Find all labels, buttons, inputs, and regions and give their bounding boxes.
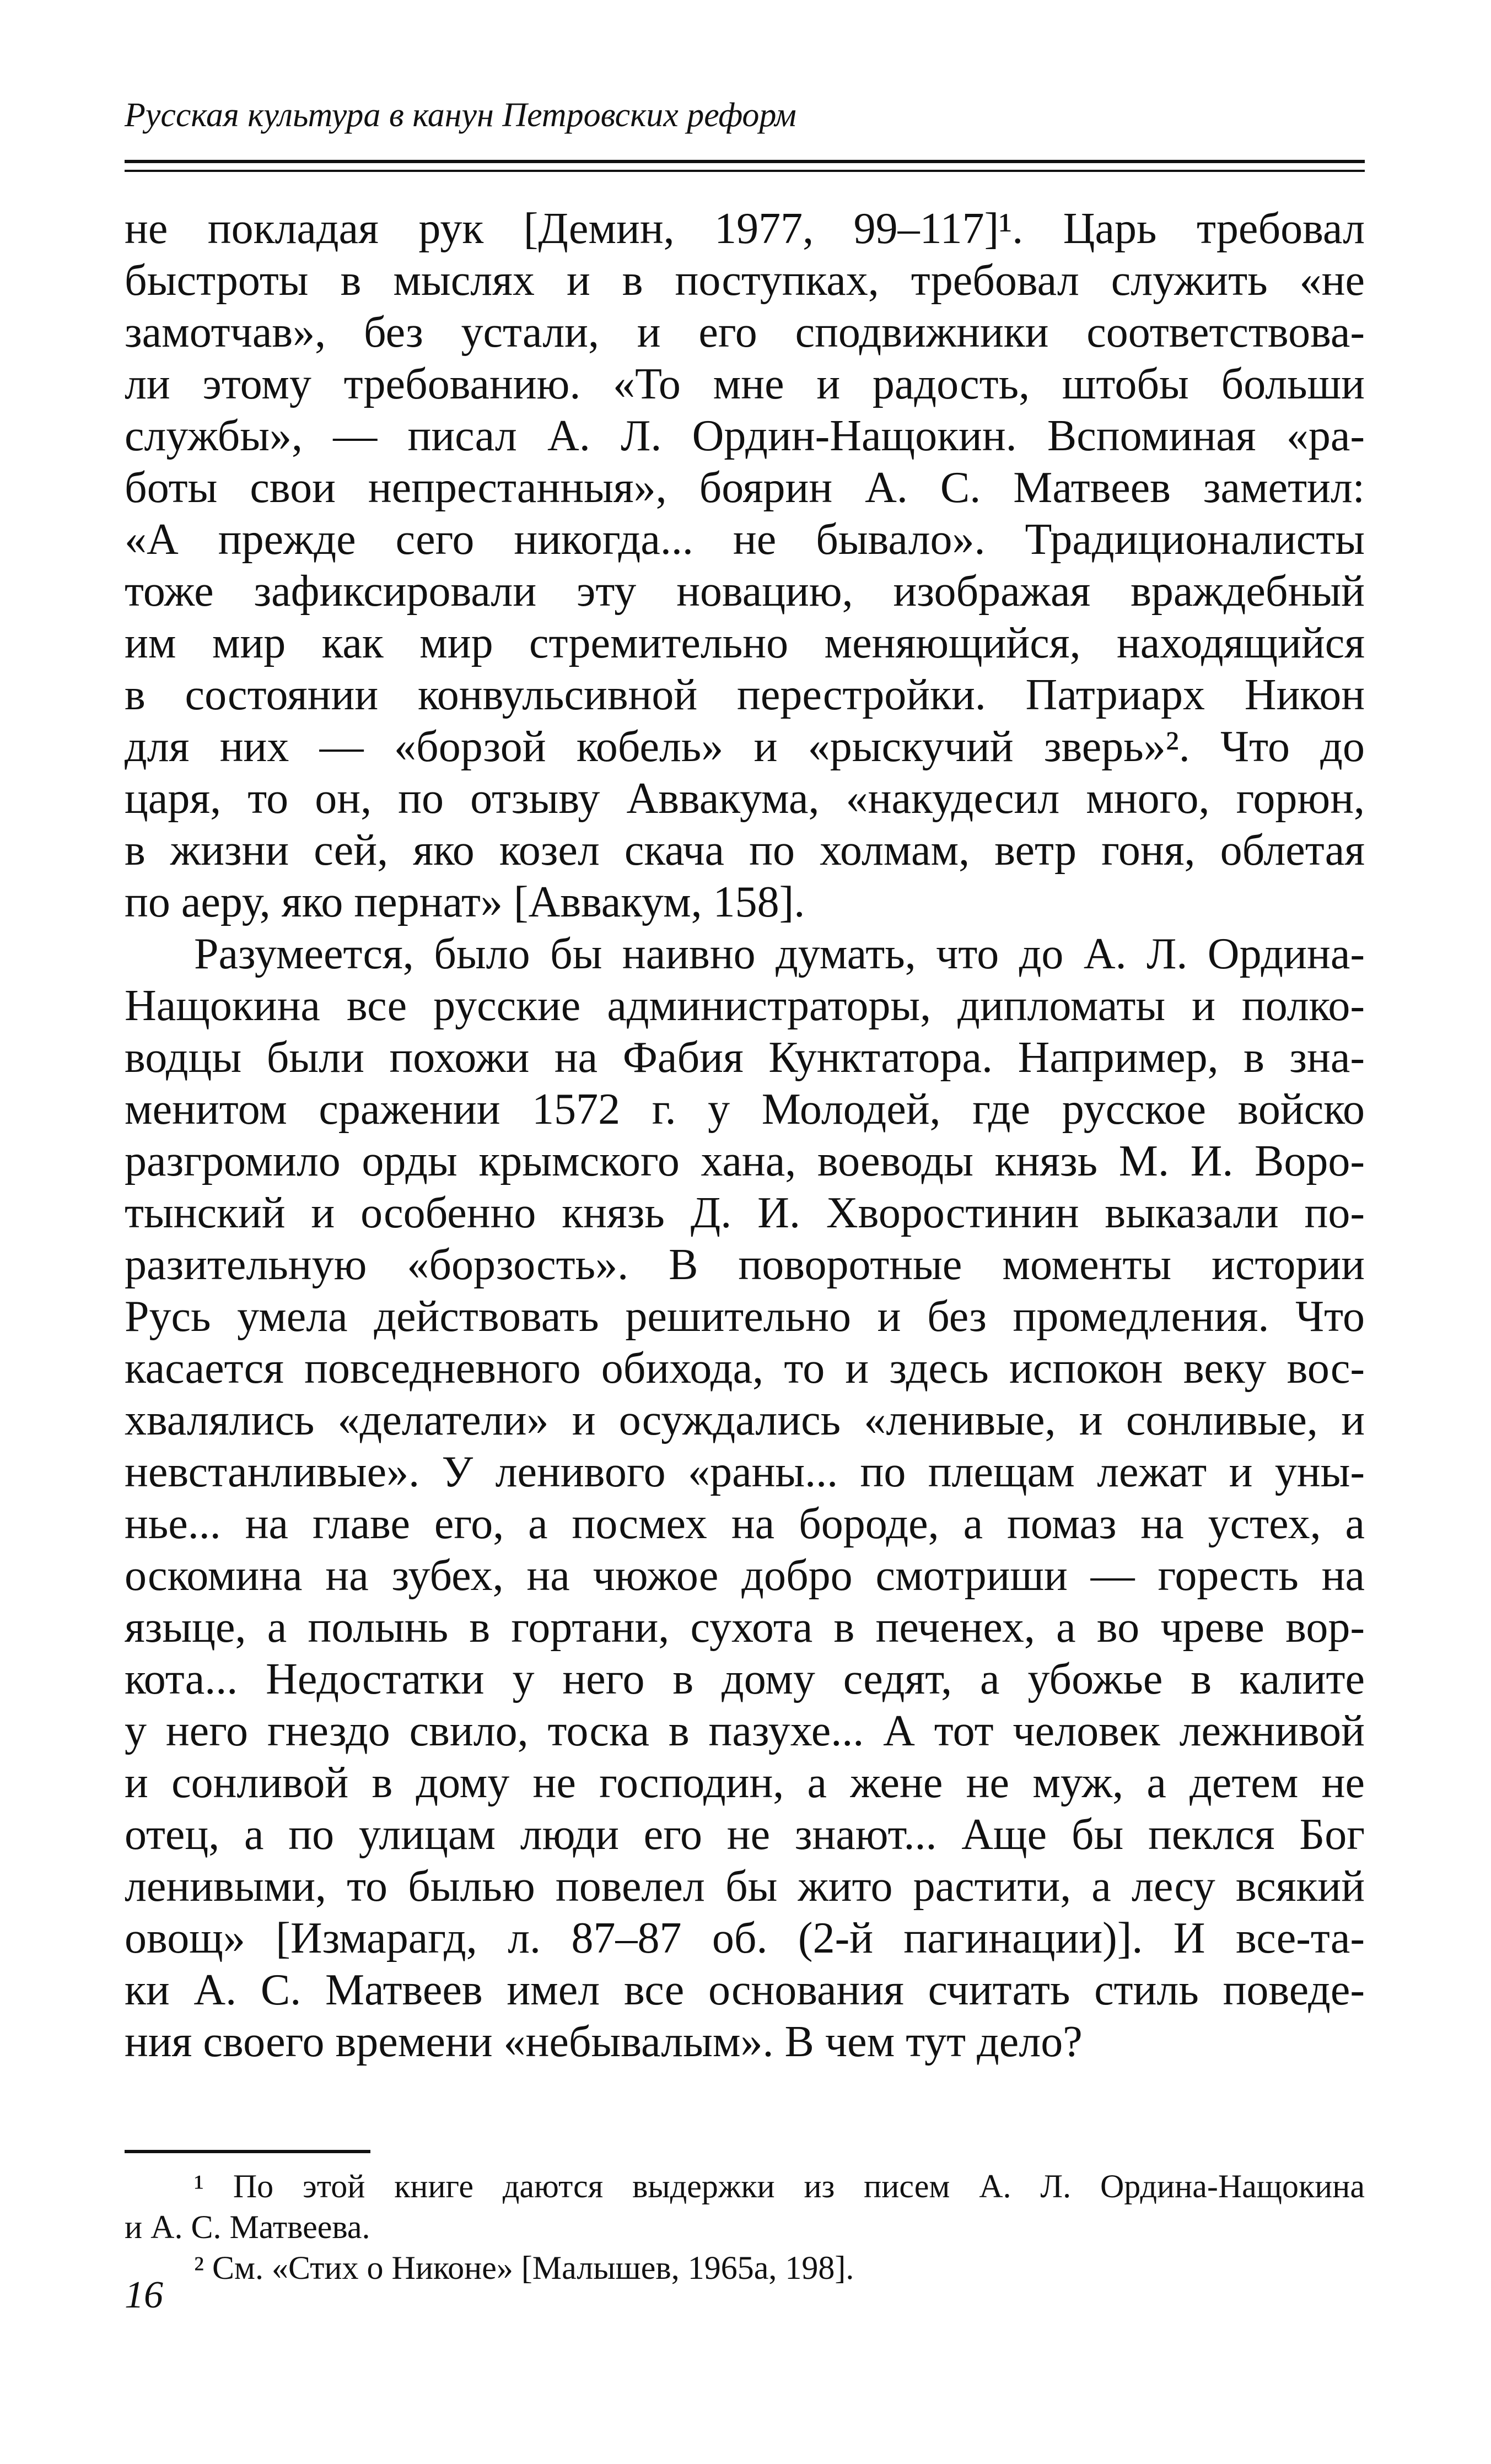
text-line: отец, а по улицам люди его не знают... Аще бы пеклся Бог xyxy=(125,1810,1365,1859)
text-line: ли этому требованию. «То мне и радость, штобы больши xyxy=(125,360,1365,408)
running-head: Русская культура в канун Петровских реформ xyxy=(125,96,796,134)
text-line: овощ» [Измарагд, л. 87–87 об. (2-й пагинации)]. И все-та- xyxy=(125,1914,1365,1962)
text-line: по аеру, яко пернат» [Аввакум, 158]. xyxy=(125,878,805,926)
text-line: «А прежде сего никогда... не бывало». Традиционалисты xyxy=(125,515,1365,564)
footnote-separator xyxy=(125,2150,370,2153)
footnote-line: ² См. «Стих о Никоне» [Малышев, 1965а, 198]. xyxy=(194,2250,854,2286)
text-line: для них — «борзой кобель» и «рыскучий зверь»². Что до xyxy=(125,723,1365,771)
text-line: замотчав», без устали, и его сподвижники соответствова- xyxy=(125,308,1365,357)
text-line: ленивыми, то былью повелел бы жито растити, а лесу всякий xyxy=(125,1862,1365,1911)
footnote-line: и А. С. Матвеева. xyxy=(125,2209,370,2245)
page-number: 16 xyxy=(125,2274,163,2316)
text-line: водцы были похожи на Фабия Кунктатора. Например, в зна- xyxy=(125,1033,1365,1082)
footnote-line: ¹ По этой книге даются выдержки из писем А. Л. Ордина-Нащокина xyxy=(194,2168,1365,2204)
footnotes xyxy=(125,2166,1365,2288)
text-line: нье... на главе его, а посмех на бороде, а помаз на устех, а xyxy=(125,1500,1365,1548)
text-line: тынский и особенно князь Д. И. Хворостинин выказали по- xyxy=(125,1189,1365,1237)
text-line: кота... Недостатки у него в дому седят, а убожье в калите xyxy=(125,1655,1365,1703)
text-line: менитом сражении 1572 г. у Молодей, где русское войско xyxy=(125,1085,1365,1134)
text-line: языце, а полынь в гортани, сухота в печенех, а во чреве вор- xyxy=(125,1603,1365,1652)
text-line: хвалялись «делатели» и осуждались «ленивые, и сонливые, и xyxy=(125,1396,1365,1444)
text-line: им мир как мир стремительно меняющийся, находящийся xyxy=(125,619,1365,667)
text-line: и сонливой в дому не господин, а жене не муж, а детем не xyxy=(125,1759,1365,1807)
text-line: невстанливые». У ленивого «раны... по плещам лежат и уны- xyxy=(125,1448,1365,1496)
text-line: в состоянии конвульсивной перестройки. Патриарх Никон xyxy=(125,671,1365,719)
body-text xyxy=(125,203,1365,2068)
text-line: царя, то он, по отзыву Аввакума, «накудесил много, горюн, xyxy=(125,774,1365,823)
text-line: не покладая рук [Демин, 1977, 99–117]¹. Царь требовал xyxy=(125,204,1365,253)
text-line: ки А. С. Матвеев имел все основания считать стиль поведе- xyxy=(125,1966,1365,2014)
text-line: в жизни сей, яко козел скача по холмам, ветр гоня, облетая xyxy=(125,826,1365,875)
text-line: Разумеется, было бы наивно думать, что до А. Л. Ордина- xyxy=(194,930,1365,978)
text-line: разгромило орды крымского хана, воеводы князь М. И. Воро- xyxy=(125,1137,1365,1185)
text-line: службы», — писал А. Л. Ордин-Нащокин. Вспоминая «ра- xyxy=(125,412,1365,460)
book-page xyxy=(125,0,1365,2464)
text-line: Нащокина все русские администраторы, дипломаты и полко- xyxy=(125,982,1365,1030)
text-line: быстроты в мыслях и в поступках, требовал служить «не xyxy=(125,256,1365,305)
header-double-rule xyxy=(125,160,1365,172)
text-line: Русь умела действовать решительно и без промедления. Что xyxy=(125,1292,1365,1341)
text-line: тоже зафиксировали эту новацию, изображая враждебный xyxy=(125,567,1365,616)
text-line: оскомина на зубех, на чюжое добро смотриши — горесть на xyxy=(125,1551,1365,1600)
text-line: боты свои непрестанныя», боярин А. С. Матвеев заметил: xyxy=(125,463,1365,512)
text-line: ния своего времени «небывалым». В чем тут дело? xyxy=(125,2018,1083,2066)
text-line: у него гнездо свило, тоска в пазухе... А тот человек лежнивой xyxy=(125,1707,1365,1755)
text-line: касается повседневного обихода, то и здесь испокон веку вос- xyxy=(125,1344,1365,1393)
text-line: разительную «борзость». В поворотные моменты истории xyxy=(125,1241,1365,1289)
